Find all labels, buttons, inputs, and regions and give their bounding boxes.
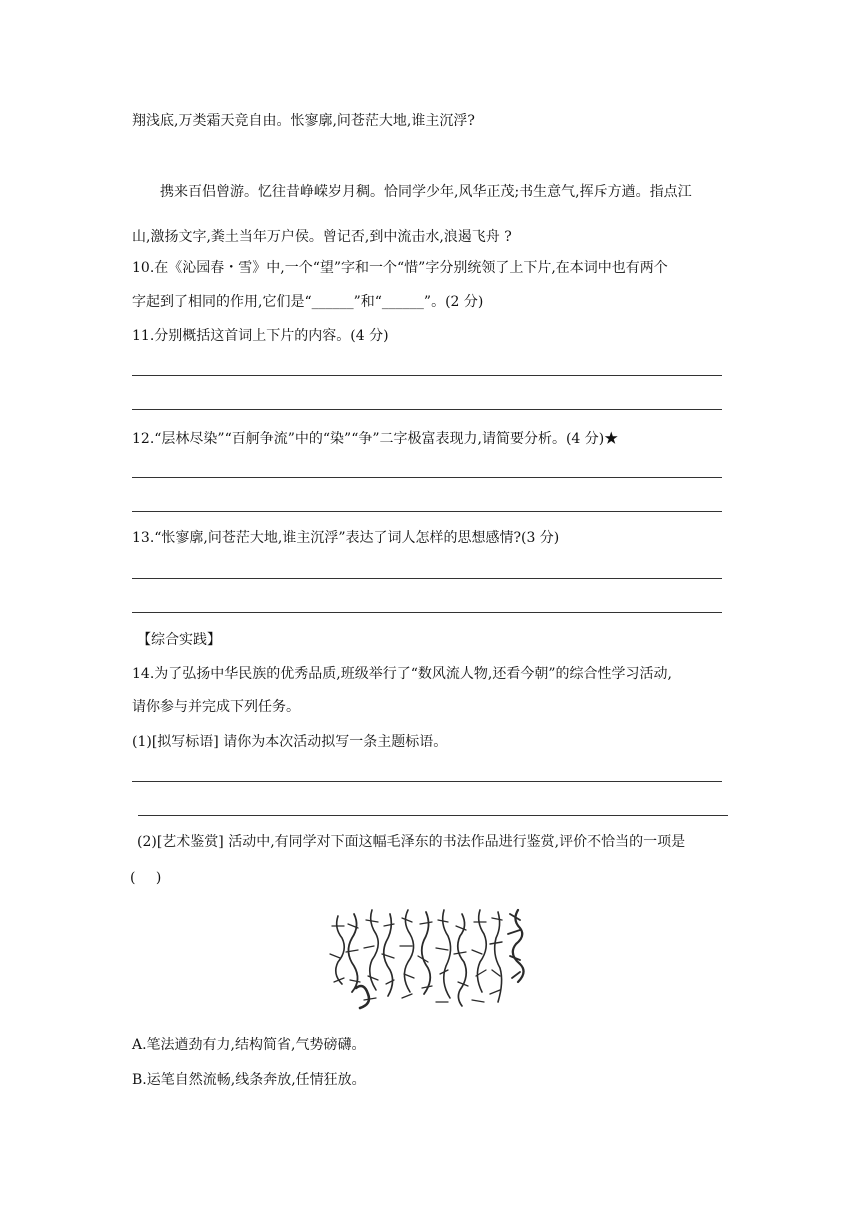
question-10-line-1: 10.在《沁园春・雪》中,一个“望”字和一个“惜”字分别统领了上下片,在本词中也有两个 <box>132 260 668 276</box>
answer-line[interactable] <box>132 781 722 782</box>
option-a[interactable]: A.笔法遒劲有力,结构简省,气势磅礴。 <box>132 1037 366 1053</box>
question-13: 13.“怅寥廓,问苍茫大地,谁主沉浮”表达了词人怎样的思想感情?(3 分) <box>132 530 560 546</box>
answer-line[interactable] <box>132 511 722 512</box>
option-b[interactable]: B.运笔自然流畅,线条奔放,任情狂放。 <box>132 1072 366 1088</box>
question-14-task-2-line-1: (2)[艺术鉴赏] 活动中,有同学对下面这幅毛泽东的书法作品进行鉴赏,评价不恰当的一项是 <box>137 834 686 850</box>
answer-line[interactable] <box>132 477 722 478</box>
answer-line[interactable] <box>132 375 722 376</box>
question-14-task-2-line-2: ( ) <box>130 870 162 886</box>
answer-line[interactable] <box>132 409 722 410</box>
poem-line-3: 山,激扬文字,粪土当年万户侯。曾记否,到中流击水,浪遏飞舟 ? <box>132 229 512 245</box>
answer-line[interactable] <box>132 578 722 579</box>
question-14-task-1: (1)[拟写标语] 请你为本次活动拟写一条主题标语。 <box>132 734 448 750</box>
question-12: 12.“层林尽染”“百舸争流”中的“染”“争”二字极富表现力,请简要分析。(4 分)★ <box>132 431 619 447</box>
calligraphy-image <box>322 904 530 1020</box>
section-title: 【综合实践】 <box>137 632 221 648</box>
question-14-line-1: 14.为了弘扬中华民族的优秀品质,班级举行了“数风流人物,还看今朝”的综合性学习活动, <box>132 666 672 682</box>
question-11: 11.分别概括这首词上下片的内容。(4 分) <box>132 328 389 344</box>
poem-line-2: 携来百侣曾游。忆往昔峥嵘岁月稠。恰同学少年,风华正茂;书生意气,挥斥方遒。指点江 <box>160 184 692 200</box>
poem-line-1: 翔浅底,万类霜天竞自由。怅寥廓,问苍茫大地,谁主沉浮? <box>132 113 475 129</box>
question-14-line-2: 请你参与并完成下列任务。 <box>132 699 300 715</box>
answer-line[interactable] <box>138 815 728 816</box>
question-10-line-2: 字起到了相同的作用,它们是“______”和“______”。(2 分) <box>132 294 484 310</box>
answer-line[interactable] <box>132 612 722 613</box>
